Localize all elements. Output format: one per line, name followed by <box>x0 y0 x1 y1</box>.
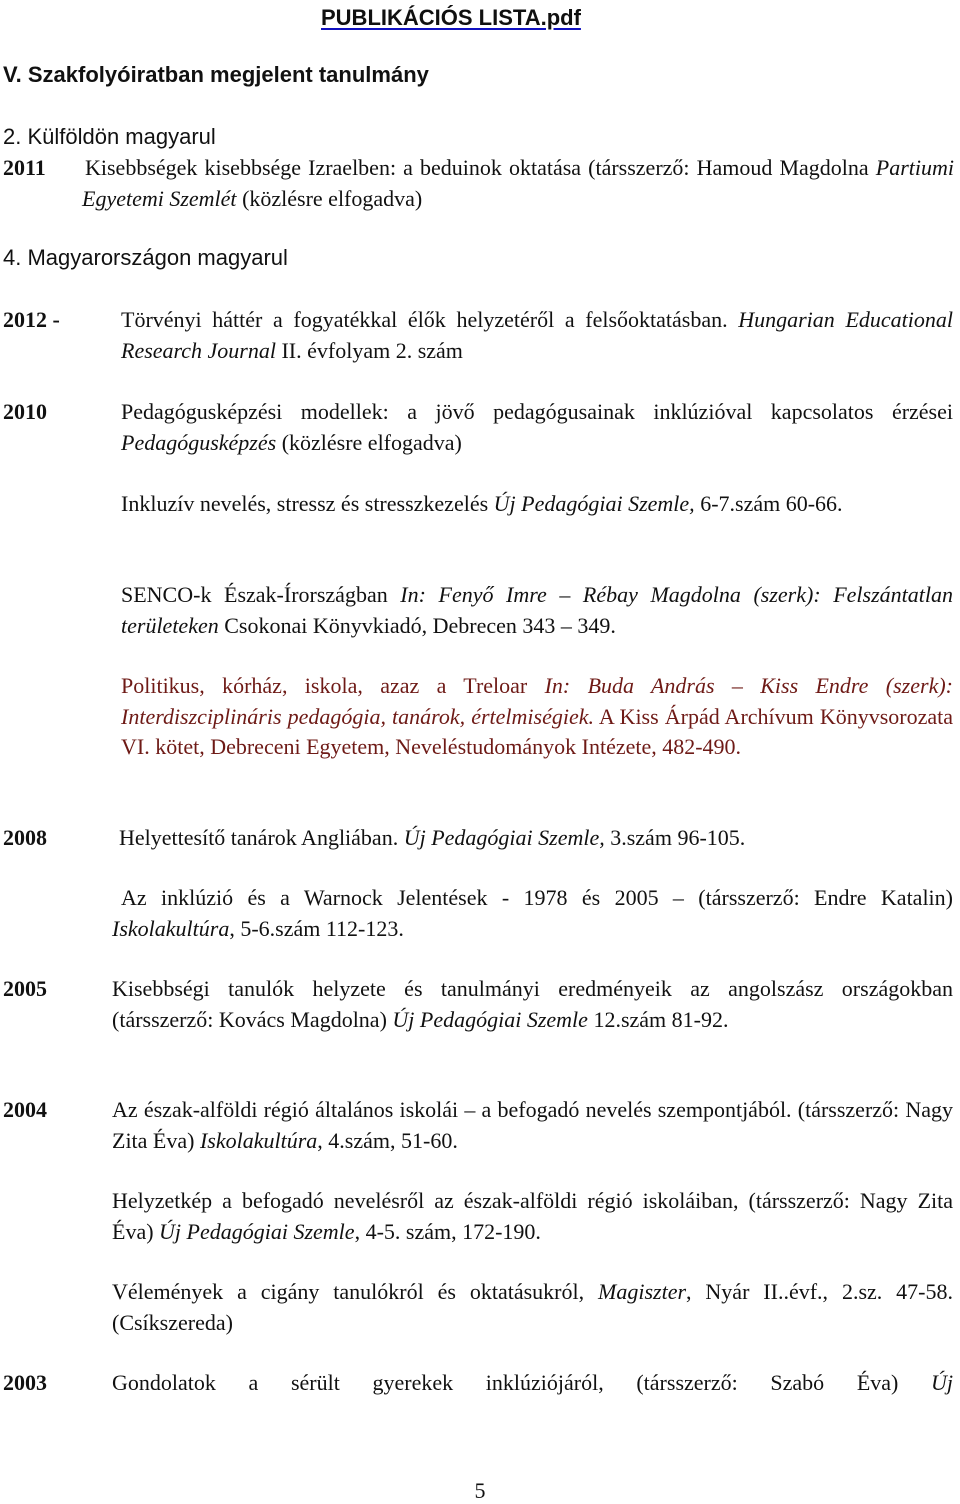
section-heading: V. Szakfolyóiratban megjelent tanulmány <box>3 62 429 87</box>
publication-entry <box>112 1277 953 1338</box>
publication-entry <box>112 883 953 944</box>
entry-title: Pedagógusképzési modellek: a jövő pedagógusainak inklúzióval kapcsolatos érzései <box>121 399 953 424</box>
entry-details: (közlésre elfogadva) <box>276 429 462 455</box>
entry-journal: Új Pedagógiai Szemle, <box>403 825 605 850</box>
entry-details: , Nyár II..évf., 2.sz. 47-58. (Csíkszereda) <box>112 1279 954 1335</box>
publication-entry <box>82 153 954 214</box>
entry-title: Helyettesítő tanárok Angliában. <box>119 825 404 850</box>
entry-journal: Hungarian Educational Research Journal <box>121 307 953 363</box>
publication-entry <box>112 974 953 1035</box>
subsection-heading-hungary: 4. Magyarországon magyarul <box>3 245 288 270</box>
entry-title: Gondolatok a sérült gyerekek inklúziójáról, (társszerző: Szabó Éva) <box>112 1370 931 1395</box>
publication-entry-highlighted <box>121 671 953 763</box>
entry-journal: Új <box>931 1370 953 1395</box>
publication-entry <box>112 1368 953 1399</box>
year-label: 2003 <box>3 1370 47 1395</box>
entry-title: SENCO-k Észak-Írországban <box>121 582 401 607</box>
entry-details: , 5-6.szám 112-123. <box>229 915 404 941</box>
year-label: 2004 <box>3 1097 47 1122</box>
entry-journal: Pedagógusképzés <box>121 429 277 455</box>
year-label: 2012 - <box>3 307 60 332</box>
entry-title: Inkluzív nevelés, stressz és stresszkezelés <box>121 491 494 516</box>
entry-details: Csokonai Könyvkiadó, Debrecen 343 – 349. <box>218 612 616 638</box>
entry-book: In: Buda András – Kiss Endre (szerk): Interdiszciplináris pedagógia, tanárok, értelmiségiek. <box>121 673 953 729</box>
entry-title: Kisebbségek kisebbsége Izraelben: a beduinok oktatása (társszerző: Hamoud Magdolna <box>85 155 876 180</box>
publication-entry <box>112 1186 953 1247</box>
entry-details: , 4.szám, 51-60. <box>317 1127 458 1153</box>
entry-title: Az észak-alföldi régió általános iskolái – a befogadó nevelés szempontjából. (társszerző: Nagy Zita Éva) <box>112 1097 953 1153</box>
entry-title: Helyzetkép a befogadó nevelésről az észak-alföldi régió iskoláiban, (társszerző: Nagy Zita Éva) <box>112 1188 953 1244</box>
document-title-link[interactable]: PUBLIKÁCIÓS LISTA.pdf <box>321 5 581 30</box>
entry-journal: Új Pedagógiai Szemle <box>159 1218 355 1244</box>
entry-book: In: Fenyő Imre – Rébay Magdolna (szerk): Felszántatlan területeken <box>121 582 953 638</box>
publication-entry <box>121 489 953 520</box>
entry-title: Kisebbségi tanulók helyzete és tanulmányi eredményeik az angolszász országokban (társszerző: Kovács Magdolna) <box>112 976 953 1032</box>
publication-entry <box>121 580 953 641</box>
entry-details: A Kiss Árpád Archívum Könyvsorozata VI. kötet, Debreceni Egyetem, Neveléstudományok Intézete, 482-490. <box>121 703 953 759</box>
entry-details: , 4-5. szám, 172-190. <box>354 1218 541 1244</box>
entry-journal: Partiumi Egyetemi Szemlét <box>82 155 954 211</box>
publication-entry <box>121 305 953 366</box>
publication-entry <box>121 397 953 458</box>
entry-journal: Magiszter <box>598 1279 687 1304</box>
entry-details: (közlésre elfogadva) <box>236 185 423 211</box>
publication-entry <box>112 1095 953 1156</box>
entry-journal: Iskolakultúra <box>112 915 230 941</box>
entry-details: 3.szám 96-105. <box>604 825 746 850</box>
entry-journal: Új Pedagógiai Szemle, <box>493 491 695 516</box>
entry-details: 6-7.szám 60-66. <box>694 491 843 516</box>
year-label: 2011 <box>3 155 46 180</box>
publication-entry <box>119 823 953 854</box>
year-label: 2010 <box>3 399 47 424</box>
entry-title: Politikus, kórház, iskola, azaz a Treloar <box>121 673 545 698</box>
entry-journal: Iskolakultúra <box>199 1127 318 1153</box>
entry-title: Törvényi háttér a fogyatékkal élők helyzetéről a felsőoktatásban. <box>121 307 739 332</box>
entry-details: 12.szám 81-92. <box>587 1006 729 1032</box>
page-number: 5 <box>474 1478 486 1503</box>
entry-title: Az inklúzió és a Warnock Jelentések - 1978 és 2005 – (társszerző: Endre Katalin) <box>121 885 953 910</box>
year-label: 2005 <box>3 976 47 1001</box>
entry-journal: Új Pedagógiai Szemle <box>392 1006 588 1032</box>
subsection-heading-abroad: 2. Külföldön magyarul <box>3 124 216 149</box>
entry-title: Vélemények a cigány tanulókról és oktatásukról, <box>112 1279 599 1304</box>
entry-details: II. évfolyam 2. szám <box>275 337 463 363</box>
year-label: 2008 <box>3 825 47 850</box>
